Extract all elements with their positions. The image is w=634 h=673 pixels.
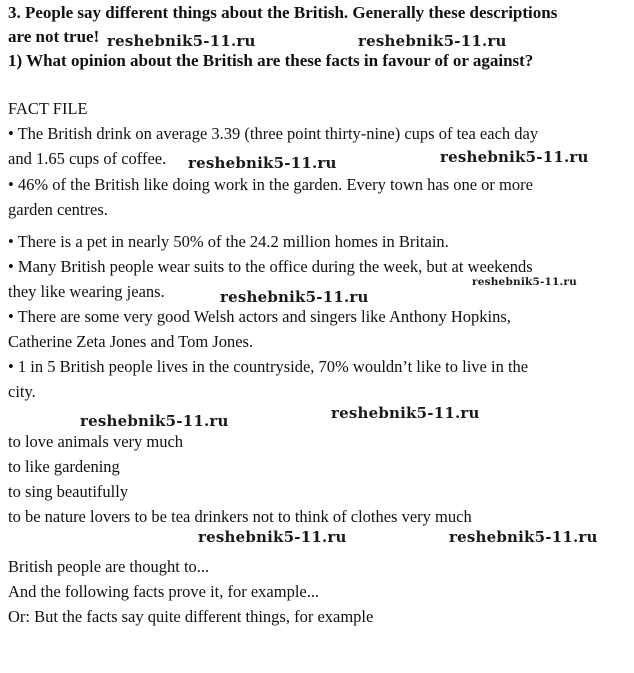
watermark: reshebnik5-11.ru xyxy=(449,528,598,546)
opinion-item: to be nature lovers to be tea drinkers not to think of clothes very much xyxy=(8,507,472,526)
watermark: reshebnik5-11.ru xyxy=(472,276,577,288)
opinion-item: to sing beautifully xyxy=(8,482,129,501)
fact-line: • 1 in 5 British people lives in the countryside, 70% wouldn’t like to live in the xyxy=(8,357,529,376)
fact-line: city. xyxy=(8,382,36,401)
watermark: reshebnik5-11.ru xyxy=(331,404,480,422)
watermark: reshebnik5-11.ru xyxy=(198,528,347,546)
fact-line: garden centres. xyxy=(8,200,108,219)
fact-line: • Many British people wear suits to the office during the week, but at weekends xyxy=(8,257,533,276)
fact-line: • 46% of the British like doing work in the garden. Every town has one or more xyxy=(8,175,533,194)
fact-line: • There are some very good Welsh actors and singers like Anthony Hopkins, xyxy=(8,307,511,326)
fact-file-title: FACT FILE xyxy=(8,99,88,118)
fact-line: and 1.65 cups of coffee. xyxy=(8,149,167,168)
task-question: 1) What opinion about the British are these facts in favour of or against? xyxy=(8,51,534,70)
watermark: reshebnik5-11.ru xyxy=(188,154,337,172)
prompt-line: And the following facts prove it, for example... xyxy=(8,582,320,601)
opinion-item: to love animals very much xyxy=(8,432,184,451)
opinion-item: to like gardening xyxy=(8,457,120,476)
prompt-line: British people are thought to... xyxy=(8,557,210,576)
watermark: reshebnik5-11.ru xyxy=(440,148,589,166)
fact-line: • The British drink on average 3.39 (three point thirty-nine) cups of tea each day xyxy=(8,124,539,143)
fact-line: • There is a pet in nearly 50% of the 24.2 million homes in Britain. xyxy=(8,232,449,251)
watermark: reshebnik5-11.ru xyxy=(220,288,369,306)
task-heading: 3. People say different things about the British. Generally these descriptions xyxy=(8,3,558,22)
task-heading-cont: are not true! xyxy=(8,27,100,46)
fact-line: Catherine Zeta Jones and Tom Jones. xyxy=(8,332,254,351)
watermark: reshebnik5-11.ru xyxy=(80,412,229,430)
fact-line: they like wearing jeans. xyxy=(8,282,165,301)
watermark: reshebnik5-11.ru xyxy=(358,32,507,50)
watermark: reshebnik5-11.ru xyxy=(107,32,256,50)
prompt-line: Or: But the facts say quite different things, for example xyxy=(8,607,374,626)
